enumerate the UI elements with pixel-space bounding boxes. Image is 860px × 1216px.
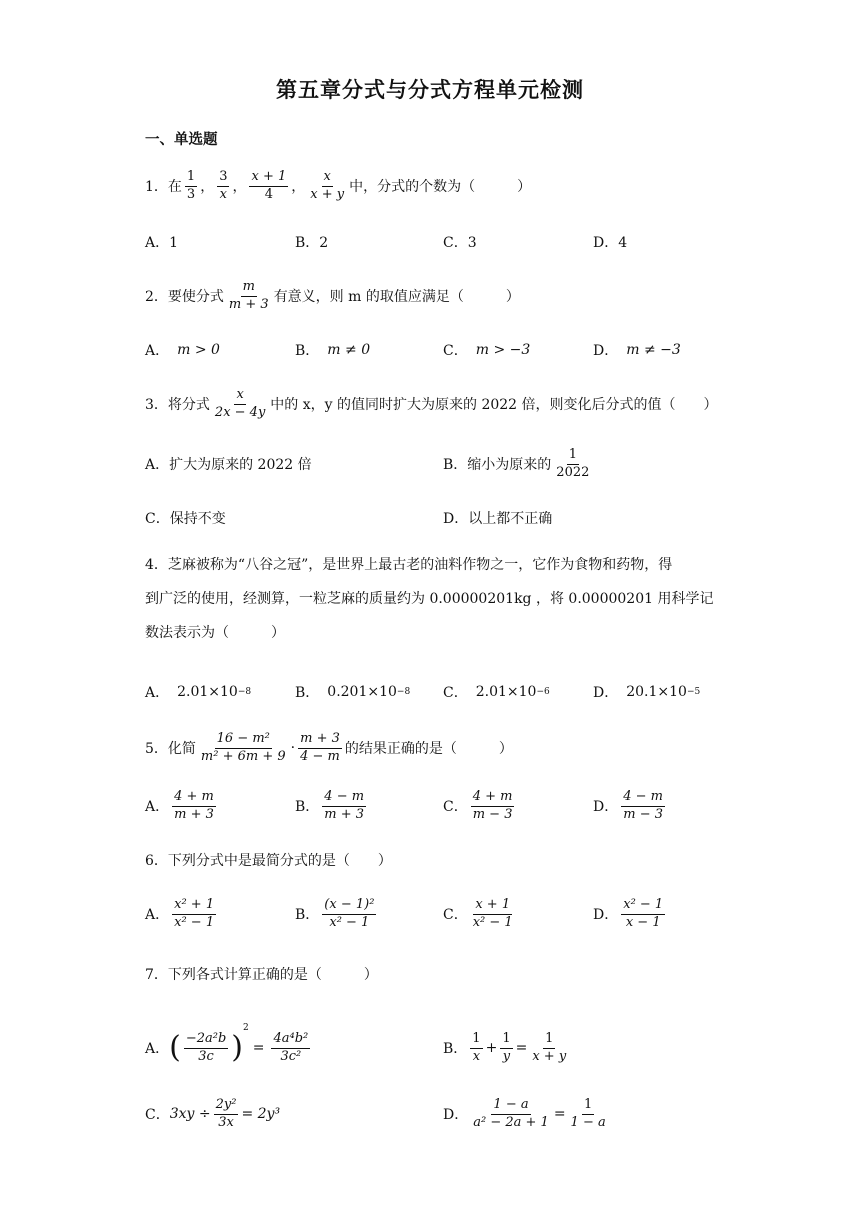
question-3-options-ab	[145, 444, 745, 484]
fraction: $\frac{3}{x}$	[219, 168, 228, 202]
option-c[interactable]: C． $\frac{4 + m}{m - 3}$	[443, 788, 513, 822]
question-4: 4．芝麻被称为“八谷之冠”，是世界上最古老的油料作物之一，它作为食物和药物，得 到广泛的使用，经测算，一粒芝麻的质量约为 0.00000201kg ，将 0.00000201 用科学记 数法表示为（ ）	[145, 557, 714, 641]
option-b[interactable]: B． m ≠ 0	[295, 342, 371, 359]
option-b[interactable]: B． $\frac{4 - m}{m + 3}$	[295, 788, 365, 822]
option-c[interactable]: C． 3xy ÷ $\frac{\text{2y²}}{3x}$ = 2y³	[145, 1096, 281, 1130]
fraction: $\frac{m}{m + 3}$	[228, 278, 269, 312]
option-d[interactable]: D．4	[593, 235, 628, 251]
option-c[interactable]: C． 2.01×10 −6	[443, 684, 550, 701]
question-2-options	[145, 330, 745, 370]
option-c[interactable]: C．3	[443, 235, 477, 251]
question-7-options-cd	[145, 1092, 745, 1136]
fraction: $\frac{\text{16 − m²}}{\text{m² + 6m + 9}}$	[200, 730, 286, 764]
question-7: 7．下列各式计算正确的是（ ）	[145, 967, 378, 983]
option-d[interactable]: D． $\frac{4 - m}{m - 3}$	[593, 788, 663, 822]
option-a[interactable]: A． ( $\frac{\text{−2a²b}}{3c}$ ) 2 = $\frac{\text{4a⁴b²}}{\text{3c²}}$	[145, 1023, 309, 1065]
fraction: $\frac{x + 1}{4}$	[251, 168, 287, 202]
option-a[interactable]: A． 2.01×10 −8	[145, 684, 252, 701]
option-d[interactable]: D． 20.1×10 −5	[593, 684, 701, 701]
fraction: $\frac{x}{2x - 4y}$	[214, 386, 266, 420]
option-d[interactable]: D．以上都不正确	[443, 511, 553, 527]
option-a[interactable]: A． $\frac{4 + m}{m + 3}$	[145, 788, 214, 822]
question-6: 6．下列分式中是最简分式的是（ ）	[145, 853, 392, 869]
question-5: 5．化简 $\frac{\text{16 − m²}}{\text{m² + 6m + 9}}$ · $\frac{m + 3}{4 - m}$ 的结果正确的是（ ）	[145, 730, 513, 764]
page-title: 第五章分式与分式方程单元检测	[276, 78, 584, 102]
question-2: 2．要使分式 $\frac{m}{m + 3}$ 有意义，则 m 的取值应满足（ ）	[145, 278, 520, 312]
option-b[interactable]: B． 0.201×10 −8	[295, 684, 411, 701]
option-a[interactable]: A． m > 0	[145, 342, 220, 359]
question-1: 1．在 $\frac{1}{3}$ ， $\frac{3}{x}$ ， $\frac{x + 1}{4}$ ， $\frac{x}{x + y}$ 中，分式的个数为（ ）	[145, 168, 532, 202]
option-a[interactable]: A． $\frac{\text{x² + 1}}{\text{x² − 1}}$	[145, 896, 215, 930]
question-6-options	[145, 894, 745, 934]
option-b[interactable]: B． $\frac{\text{(x − 1)²}}{\text{x² − 1}}$	[295, 896, 375, 930]
option-a[interactable]: A．1	[145, 235, 179, 251]
option-b[interactable]: B． $\frac{1}{x}$ + $\frac{1}{y}$ = $\frac{1}{x + y}$	[443, 1030, 567, 1064]
option-c[interactable]: C．保持不变	[145, 511, 226, 527]
fraction: $\frac{m + 3}{4 - m}$	[300, 730, 340, 764]
option-d[interactable]: D． m ≠ −3	[593, 342, 681, 359]
fraction: $\frac{x}{x + y}$	[310, 168, 345, 202]
option-c[interactable]: C． $\frac{x + 1}{\text{x² − 1}}$	[443, 896, 513, 930]
option-b[interactable]: B．缩小为原来的 $\frac{1}{2022}$	[443, 446, 590, 480]
option-d[interactable]: D． $\frac{1 - a}{\text{a² − 2a + 1}}$ = $\frac{1}{1 - a}$	[443, 1096, 606, 1130]
question-7-options-ab	[145, 1024, 745, 1072]
option-c[interactable]: C． m > −3	[443, 342, 531, 359]
section-heading: 一、单选题	[145, 132, 218, 148]
question-3: 3．将分式 $\frac{x}{2x - 4y}$ 中的 x，y 的值同时扩大为原来的 2022 倍，则变化后分式的值（ ）	[145, 386, 718, 420]
fraction: $\frac{1}{3}$	[186, 168, 196, 202]
option-b[interactable]: B．2	[295, 235, 329, 251]
option-d[interactable]: D． $\frac{\text{x² − 1}}{x - 1}$	[593, 896, 664, 930]
option-a[interactable]: A．扩大为原来的 2022 倍	[145, 457, 312, 473]
question-1-options	[145, 222, 745, 262]
question-3-options-cd	[145, 498, 745, 538]
question-5-options	[145, 786, 745, 826]
question-4-options	[145, 672, 745, 712]
